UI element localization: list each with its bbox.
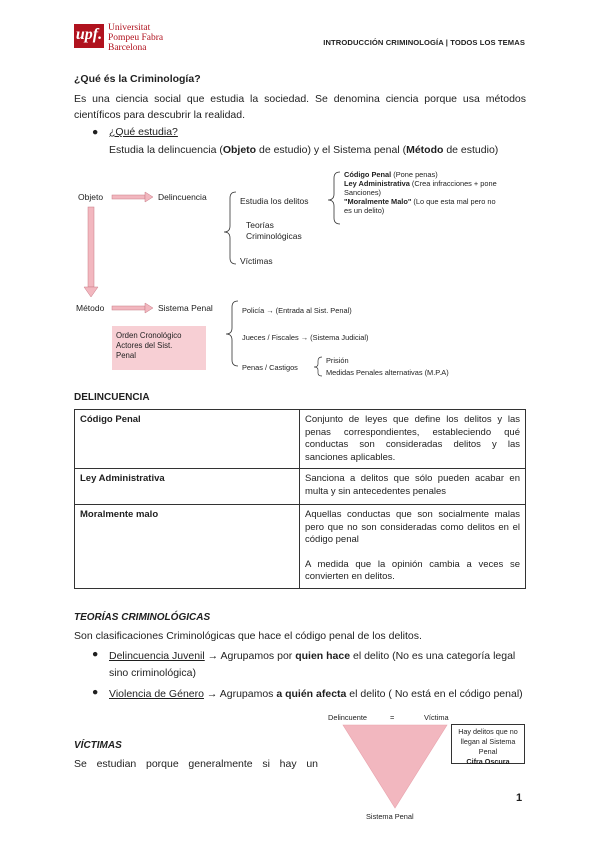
b1-a: → Agrupamos por [204,650,296,662]
b2-bold: a quién afecta [276,688,347,700]
row-value-p2: A medida que la opinión cambia a veces se convierten en delitos. [305,558,520,582]
la-rest2: Sanciones) [344,188,381,197]
triangle-equals: = [390,713,395,722]
studies-c: de estudio) y el Sistema penal ( [256,144,407,156]
cifra-oscura-triangle [340,722,450,812]
bullet-dot: ● [92,686,99,698]
b2-label: Violencia de Género [109,688,204,700]
teorias-bullet-2 [109,686,526,703]
row-key: Código Penal [75,410,300,469]
box-line-2: llegan al Sistema Penal [460,737,516,756]
triangle-victima: Víctima [424,713,449,722]
upf-logo-mark: upf. [74,24,104,48]
teorias-line-2: Criminológicas [246,231,302,241]
logo-line-2: Pompeu Fabra [108,33,164,43]
mm-bold: "Moralmente Malo" [344,197,412,206]
b1-bold: quien hace [295,650,351,662]
studies-metodo: Método [406,144,444,156]
teorias-line-1: Teorías [246,220,274,230]
b2-a: → Agrupamos [203,688,277,700]
la-rest: (Crea infracciones + pone [409,179,497,188]
victimas-text: Se estudian porque generalmente si hay un [74,758,318,770]
orden-line-2: Actores del Sist. [116,341,173,350]
orden-line-3: Penal [116,351,136,360]
studies-objeto: Objeto [222,144,257,156]
mm-rest2: es un delito) [344,206,385,215]
row-value: Conjunto de leyes que define los delitos y las penas correspondientes, estableciendo qué conductas son consideradas delitos y las sanciones aplicables. [300,410,526,469]
teorias-title: TEORÍAS CRIMINOLÓGICAS [74,612,211,623]
diagram-policia: Policía → (Entrada al Sist. Penal) [242,306,352,315]
diagram-sistema-penal: Sistema Penal [158,303,213,313]
diagram-objeto: Objeto [78,192,104,202]
victimas-title: VÍCTIMAS [74,740,122,751]
mm-rest: (Lo que esta mal pero no [411,197,496,206]
diagram-legal-list [344,170,534,215]
bullet-que-estudia: ¿Qué estudia? [109,126,178,138]
orden-line-1: Orden Cronológico [116,331,182,340]
b2-b: el delito ( No está en el código penal) [346,688,523,700]
diagram-teorias [246,220,302,242]
row-key: Ley Administrativa [75,469,300,505]
bullet-dot: ● [92,648,99,660]
row-value: Sanciona a delitos que sólo pueden acabar en multa y sin antecedentes penales [300,469,526,505]
cifra-oscura-box [451,724,525,764]
row-value-p1: Aquellas conductas que son socialmente malas pero que no son consideradas como delitos en el código penal [305,509,520,545]
triangle-sistema-penal: Sistema Penal [366,812,414,821]
diagram-delincuencia: Delincuencia [158,192,207,202]
teorias-bullet-1 [109,648,526,682]
b1-b: el delito (No es una categoría legal sino criminológica) [109,650,516,679]
diagram-victimas: Víctimas [240,256,273,266]
diagram-metodo: Método [76,303,105,313]
diagram-medidas: Medidas Penales alternativas (M.P.A) [326,368,449,377]
logo-line-1: Universitat [108,23,151,33]
section-heading-que-es: ¿Qué és la Criminología? [74,73,201,85]
studies-a: Estudia la delincuencia ( [109,144,223,156]
diagram-penas: Penas / Castigos [242,363,298,372]
row-value [300,505,526,589]
cp-bold: Código Penal [344,170,392,179]
table-row [75,410,526,469]
bullet-dot: ● [92,126,99,138]
delincuencia-title: DELINCUENCIA [74,392,150,403]
diagram-jueces: Jueces / Fiscales → (Sistema Judicial) [242,333,369,342]
table-row [75,505,526,589]
logo-line-3: Barcelona [108,43,147,53]
table-row [75,469,526,505]
box-bold: Cifra Oscura [466,757,510,766]
row-key: Moralmente malo [75,505,300,589]
cp-rest: (Pone penas) [391,170,438,179]
delincuencia-table [74,409,526,589]
b1-label: Delincuencia Juvenil [109,650,205,662]
diagram-prision: Prisión [326,356,349,365]
teorias-intro: Son clasificaciones Criminológicas que hace el código penal de los delitos. [74,630,422,642]
diagram-orden-box [116,331,181,361]
triangle-delincuente: Delincuente [328,713,368,722]
box-line-1: Hay delitos que no [458,727,518,736]
intro-paragraph: Es una ciencia social que estudia la sociedad. Se denomina ciencia porque usa métodos científicos para descubrir la realidad. [74,93,526,121]
la-bold: Ley Administrativa [344,179,410,188]
header-title: INTRODUCCIÓN CRIMINOLOGÍA | TODOS LOS TEMAS [323,38,525,47]
studies-e: de estudio) [443,144,499,156]
page-number: 1 [516,792,523,804]
diagram-estudia-delitos: Estudia los delitos [240,196,309,206]
